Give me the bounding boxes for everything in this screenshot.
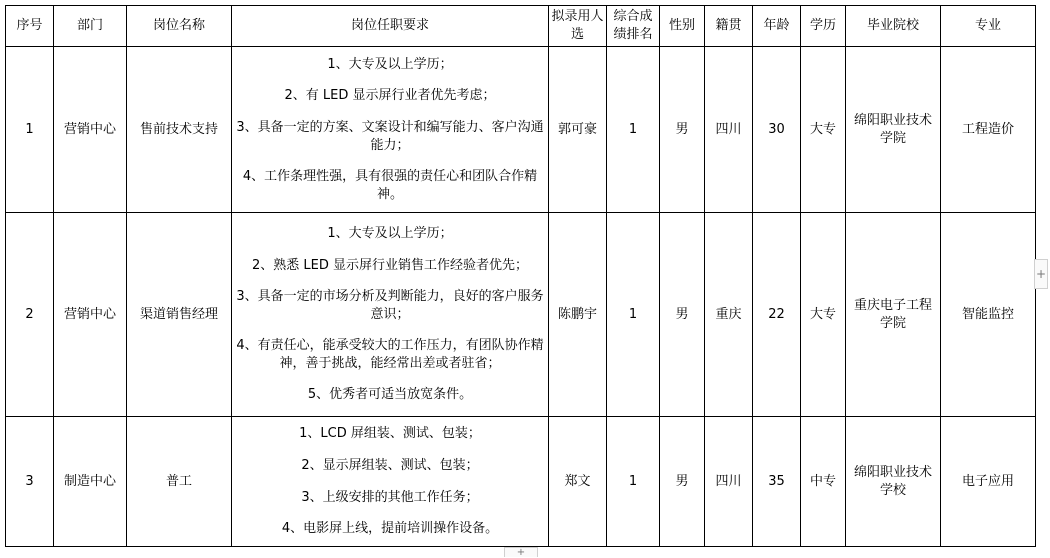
overall-rank: 1 bbox=[607, 213, 660, 417]
header-cell: 学历 bbox=[801, 6, 846, 47]
job-requirements bbox=[232, 417, 549, 547]
plus-icon: + bbox=[516, 547, 526, 558]
native-place: 四川 bbox=[705, 417, 753, 547]
header-cell: 专业 bbox=[941, 6, 1036, 47]
row-number: 3 bbox=[6, 417, 54, 547]
age: 22 bbox=[753, 213, 801, 417]
row-number: 2 bbox=[6, 213, 54, 417]
overall-rank: 1 bbox=[607, 417, 660, 547]
header-cell: 籍贯 bbox=[705, 6, 753, 47]
requirement-line: 4、电影屏上线，提前培训操作设备。 bbox=[281, 521, 499, 537]
candidate-name: 郭可豪 bbox=[549, 47, 607, 213]
requirement-line: 4、工作条理性强，具有很强的责任心和团队合作精神。 bbox=[242, 169, 538, 202]
major: 电子应用 bbox=[941, 417, 1036, 547]
row-number: 1 bbox=[6, 47, 54, 213]
requirement-line: 2、熟悉 LED 显示屏行业销售工作经验者优先； bbox=[251, 257, 528, 273]
native-place: 重庆 bbox=[705, 213, 753, 417]
header-cell: 序号 bbox=[6, 6, 54, 47]
header-cell: 岗位名称 bbox=[127, 6, 232, 47]
native-place: 四川 bbox=[705, 47, 753, 213]
position-title: 普工 bbox=[127, 417, 232, 547]
requirement-line: 2、有 LED 显示屏行业者优先考虑； bbox=[284, 88, 496, 104]
requirement-line: 1、LCD 屏组装、测试、包装； bbox=[299, 426, 481, 442]
plus-icon: + bbox=[1035, 267, 1047, 281]
header-cell: 部门 bbox=[54, 6, 127, 47]
job-requirements bbox=[232, 213, 549, 417]
position-title: 渠道销售经理 bbox=[127, 213, 232, 417]
overall-rank: 1 bbox=[607, 47, 660, 213]
school: 绵阳职业技术学院 bbox=[846, 47, 941, 213]
age: 35 bbox=[753, 417, 801, 547]
education: 大专 bbox=[801, 47, 846, 213]
department: 营销中心 bbox=[54, 47, 127, 213]
requirement-line: 4、有责任心，能承受较大的工作压力，有团队协作精神，善于挑战，能经常出差或者驻省； bbox=[236, 338, 544, 371]
requirement-line: 3、具备一定的市场分析及判断能力，良好的客户服务意识； bbox=[236, 289, 544, 322]
school: 重庆电子工程学院 bbox=[846, 213, 941, 417]
header-cell: 岗位任职要求 bbox=[232, 6, 549, 47]
major: 智能监控 bbox=[941, 213, 1036, 417]
header-cell: 综合成绩排名 bbox=[607, 6, 660, 47]
recruitment-table bbox=[5, 5, 1036, 547]
requirement-line: 1、大专及以上学历； bbox=[327, 56, 453, 72]
gender: 男 bbox=[660, 417, 705, 547]
department: 制造中心 bbox=[54, 417, 127, 547]
education: 中专 bbox=[801, 417, 846, 547]
age: 30 bbox=[753, 47, 801, 213]
requirement-line: 3、具备一定的方案、文案设计和编写能力、客户沟通能力； bbox=[236, 119, 544, 153]
requirement-line: 3、上级安排的其他工作任务； bbox=[301, 489, 479, 505]
table-row bbox=[6, 417, 1036, 547]
table-row bbox=[6, 47, 1036, 213]
department: 营销中心 bbox=[54, 213, 127, 417]
school: 绵阳职业技术学校 bbox=[846, 417, 941, 547]
major: 工程造价 bbox=[941, 47, 1036, 213]
candidate-name: 陈鹏宇 bbox=[549, 213, 607, 417]
position-title: 售前技术支持 bbox=[127, 47, 232, 213]
requirement-line: 1、大专及以上学历； bbox=[327, 226, 453, 242]
header-cell: 拟录用人选 bbox=[549, 6, 607, 47]
header-row bbox=[6, 6, 1036, 47]
gender: 男 bbox=[660, 213, 705, 417]
table-row bbox=[6, 213, 1036, 417]
header-cell: 年龄 bbox=[753, 6, 801, 47]
education: 大专 bbox=[801, 213, 846, 417]
header-cell: 性别 bbox=[660, 6, 705, 47]
requirement-line: 2、显示屏组装、测试、包装； bbox=[301, 457, 479, 473]
add-column-handle[interactable] bbox=[1034, 259, 1048, 289]
candidate-name: 郑文 bbox=[549, 417, 607, 547]
job-requirements bbox=[232, 47, 549, 213]
requirement-line: 5、优秀者可适当放宽条件。 bbox=[307, 387, 473, 403]
header-cell: 毕业院校 bbox=[846, 6, 941, 47]
gender: 男 bbox=[660, 47, 705, 213]
